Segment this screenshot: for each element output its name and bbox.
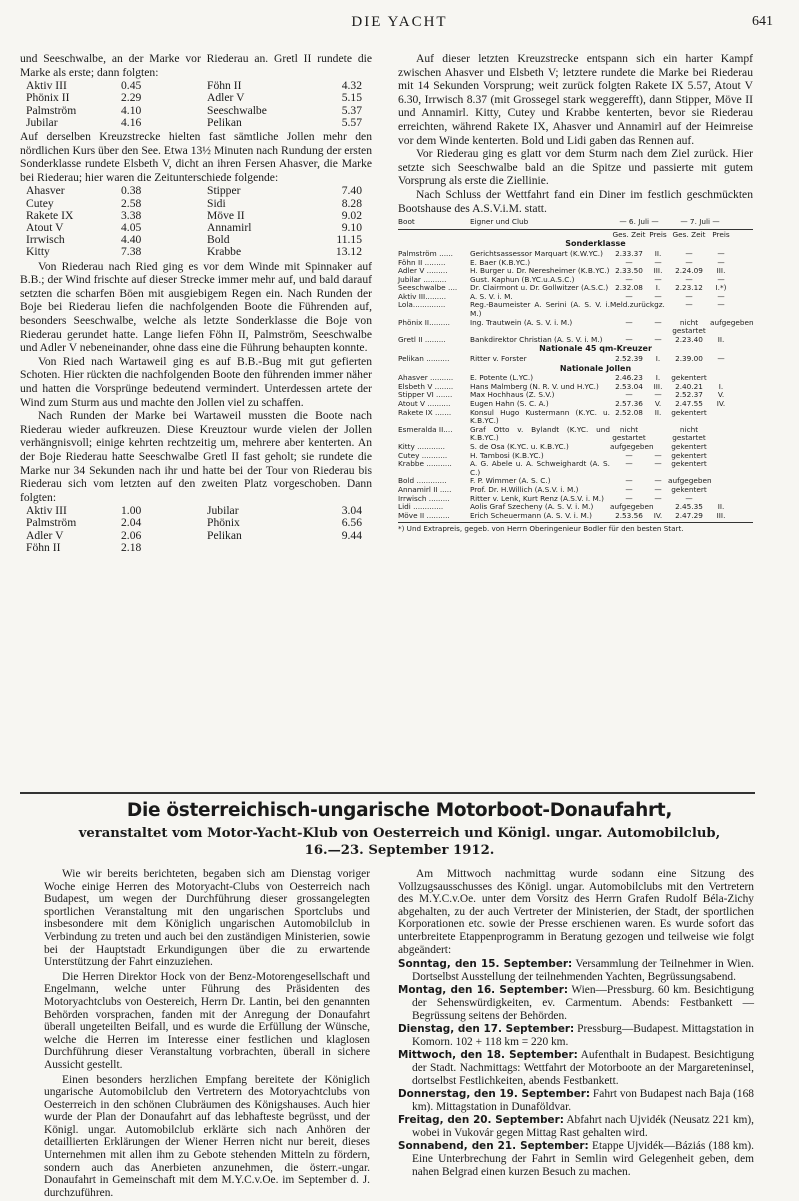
table-cell: — [654, 493, 662, 503]
table-cell: Max Hochhaus (Z. S.V.) [470, 390, 555, 400]
table-row [26, 117, 362, 129]
table-cell: 5.37 [341, 103, 362, 117]
table-cell: — [625, 484, 633, 494]
table-cell [207, 542, 302, 554]
table-cell: — [717, 291, 725, 301]
header-day2: — 7. Juli — [680, 217, 720, 227]
table-cell: Adler V [207, 91, 245, 105]
table-row [398, 284, 753, 293]
schedule-text: Etappe Ujvidék—Báziás (188 km). Eine Unterbrechung der Fahrt in Semlin wird Gelegenheit geben, dem nahen Belgrad einen kurzen Besuch zu machen. [412, 1140, 754, 1178]
table-cell: 7.40 [341, 184, 362, 198]
table-cell: — [685, 274, 693, 284]
table-cell: Rakete IX [26, 208, 74, 222]
table-cell: — [685, 291, 693, 301]
table-cell: Seeschwalbe [207, 103, 267, 117]
table-row [26, 222, 362, 234]
schedule-entry [398, 1140, 754, 1178]
table-row [26, 530, 362, 542]
page-number: 641 [752, 14, 773, 29]
schedule-entry [398, 1114, 754, 1139]
table-cell: gekentert [671, 484, 707, 494]
table-cell: Bankdirektor Christian (A. S. V. i. M.) [470, 334, 603, 344]
schedule-day: Mittwoch, den 18. September: [398, 1049, 578, 1062]
right-column [398, 52, 753, 534]
schedule-day: Sonnabend, den 21. September: [398, 1140, 589, 1153]
table-cell: Rakete IX ....... [398, 407, 452, 417]
schedule-day: Montag, den 16. September: [398, 984, 568, 997]
table-cell: aufgegeben [610, 502, 654, 512]
table-cell: 3.04 [341, 504, 362, 518]
header-owner: Eigner und Club [470, 217, 529, 227]
results-table [398, 218, 753, 534]
table-cell: III. [716, 510, 726, 520]
schedule-entry [398, 984, 754, 1022]
table-cell: Föhn II [207, 79, 242, 93]
schedule-day: Dienstag, den 17. September: [398, 1023, 575, 1036]
table-cell: Palmström ...... [398, 248, 453, 258]
table-cell: gekentert [671, 450, 707, 460]
schedule-day: Sonntag, den 15. September: [398, 958, 573, 971]
table-cell: Elsbeth V ........ [398, 381, 454, 391]
table-cell: Ing. Trautwein (A. S. V. i. M.) [470, 317, 573, 327]
paragraph: Von Riederau nach Ried ging es vor dem Winde mit Spinnaker auf B.B.; der Wind frischte auf dieser Strecke immer mehr auf, und bald darauf setzten die scharfen Böen mit ausgiebigem Regen ein. Nach Runden der Boje bei Riederau liefen die nachfolgenden Boote die Führenden auf, besonders Seeschwalbe, welche als letzte Sonderklasse die Boje von Riederau gerundet hatte. Lange liefen Föhn II, Palmström, Seeschwalbe und Adler V nebeneinander, ohne dass eine die Führung behaupten konnte. [20, 259, 372, 355]
table-cell: Atout V .......... [398, 399, 451, 408]
table-cell: Aktiv III......... [398, 291, 447, 301]
table-row [398, 267, 753, 276]
table-cell: 5.15 [341, 91, 362, 105]
table-cell: — [625, 334, 633, 344]
table-cell: Aolis Graf Szecheny (A. S. V. i. M.) [470, 502, 594, 512]
table-cell: 2.45.35 [675, 502, 703, 512]
table-cell: Phönix II......... [398, 317, 450, 327]
schedule-text: Versammlung der Teilnehmer in Wien. Dortselbst Ausstellung der teilnehmenden Yachten, Begrüssungsabend. [412, 958, 754, 983]
table-cell: — [717, 257, 725, 267]
table-cell: Adler V ......... [398, 266, 448, 276]
table-cell: — [625, 317, 633, 327]
table-cell: 5.57 [341, 115, 362, 129]
table-cell: 2.39.00 [675, 354, 703, 364]
table-cell: Phönix [207, 516, 240, 530]
table-cell [710, 452, 732, 461]
class-heading: Sonderklasse [565, 239, 626, 249]
table-cell: Cutey ........... [398, 450, 448, 460]
table-cell: A. S. V. i. M. [470, 291, 513, 301]
table-row [26, 80, 362, 92]
table-cell: Pelikan .......... [398, 354, 450, 364]
table-cell: Jubilar [207, 504, 239, 518]
schedule-day: Freitag, den 20. September: [398, 1114, 564, 1127]
table-cell: — [654, 257, 662, 267]
table-row [26, 542, 362, 554]
table-cell: 7.38 [121, 245, 142, 259]
running-header: DIE YACHT [351, 14, 448, 30]
table-cell: Atout V [26, 220, 64, 234]
table-cell: Stipper VI ....... [398, 390, 453, 400]
table-cell: nicht gestartet [612, 424, 646, 443]
table-cell: — [717, 354, 725, 364]
table-cell [710, 460, 732, 477]
table-cell: III. [653, 381, 663, 391]
table-cell: — [654, 450, 662, 460]
table-cell: Irrwisch [26, 233, 65, 247]
table-cell: — [654, 459, 662, 469]
table-cell: Palmström [26, 103, 77, 117]
paragraph: Vor Riederau ging es glatt vor dem Sturm nach dem Ziel zurück. Hier setzte sich Seeschwalbe bald an die Spitze und passierte mit gutem Vorsprung als erste die Ziellinie. [398, 147, 753, 188]
table-row [398, 336, 753, 345]
table-cell: Pelikan [207, 115, 242, 129]
table-row [26, 185, 362, 197]
table-cell: 3.38 [121, 208, 142, 222]
table-cell: Ritter v. Lenk, Kurt Renz (A.S.V. i. M.) [470, 493, 604, 503]
table-cell: Meld.zurückgz. [610, 300, 665, 310]
table-cell: Annamirl [207, 220, 252, 234]
table-cell: — [654, 476, 662, 486]
table-row [398, 355, 753, 364]
schedule-text: Pressburg—Budapest. Mittagstation in Komorn. 102 + 118 km = 220 km. [412, 1023, 754, 1048]
table-cell: Jubilar [26, 115, 58, 129]
table-cell: III. [653, 266, 663, 276]
table-cell: I. [655, 373, 661, 383]
table-cell: 2.29 [121, 91, 142, 105]
table-cell: E. Baer (K.B.YC.) [470, 257, 531, 267]
table-row [26, 505, 362, 517]
table-cell: Aktiv III [26, 79, 67, 93]
table-cell: — [717, 274, 725, 284]
table-cell: 4.32 [341, 79, 362, 93]
table-cell: Kitty [26, 245, 50, 259]
table-cell: II. [717, 502, 725, 512]
table-cell: Föhn II [26, 540, 61, 554]
table-cell: 2.33.37 [615, 248, 643, 258]
table-cell: I. [655, 354, 661, 364]
paragraph: Wie wir bereits berichteten, begaben sich am Dienstag voriger Woche einige Herren des Motoryacht-Clubs von Oesterreich nach Budapest, um wegen der Durchführung dieser grossangelegten sportlichen Veranstaltung mit den ungarischen Sportclubs und insbesondere mit dem Königlich ungarischen Automobilclub in Verbindung zu treten und auch bei den zuständigen Ministerien, sowie bei der Hauptstadt Erkundigungen über die zu erwartende Unterstützung der Fahrt einzuziehen. [44, 868, 370, 969]
article-title: Die österreichisch-ungarische Motorboot-Donaufahrt, [126, 800, 673, 821]
table-row [398, 319, 753, 336]
table-cell: Bold [207, 233, 230, 247]
table-cell: — [625, 274, 633, 284]
table-cell: — [654, 390, 662, 400]
schedule-entry [398, 958, 754, 983]
table-cell: — [625, 257, 633, 267]
table-cell: Prof. Dr. H.Willich (A.S.V. i. M.) [470, 484, 579, 494]
table-cell: Erich Scheuermann (A. S. V. i. M.) [470, 510, 592, 520]
header-boat: Boot [398, 217, 415, 227]
table-cell: gekentert [671, 373, 707, 383]
table-cell: 2.23.40 [675, 334, 703, 344]
table-cell: 2.53.04 [615, 381, 643, 391]
table-cell: V. [654, 399, 662, 408]
table-cell: — [654, 317, 662, 327]
table-cell: 2.40.21 [675, 381, 703, 391]
table-cell: Irrwisch ......... [398, 493, 450, 503]
results-header [398, 218, 753, 230]
table-cell: I. [655, 283, 661, 293]
table-cell: E. Potente (L.YC.) [470, 373, 534, 383]
table-row [398, 460, 753, 477]
table-cell: V. [717, 390, 725, 400]
left-column [20, 52, 372, 555]
table-cell: Aktiv III [26, 504, 67, 518]
table-cell: 2.47.29 [675, 510, 703, 520]
table-cell: — [654, 274, 662, 284]
table-cell: Graf Otto v. Bylandt (K.YC. und K.B.YC.) [470, 424, 610, 443]
table-cell: — [654, 334, 662, 344]
table-row [398, 409, 753, 426]
table-cell: 4.05 [121, 220, 142, 234]
table-cell: Föhn II ......... [398, 257, 446, 267]
table-cell: Cutey [26, 196, 54, 210]
table-cell: gekentert [671, 407, 707, 417]
table-cell: — [625, 493, 633, 503]
paragraph: Nach Runden der Marke bei Wartaweil mussten die Boote nach Riederau wieder aufkreuzen. Diese Kreuztour wurde vielen der Jollen verhängnisvoll; einige kehrten rechtzeitig um, mehrere aber kenterten. An der Boje Riederau hatte Seeschwalbe Gretl II fast geholt; sie rundete die Marke nur 34 Sekunden nach ihr und hatte bei der Tour von Riederau bis Riederau sich vom letzten auf den zweiten Platz vorgeschoben. Dann folgten: [20, 409, 372, 504]
table-cell: 0.38 [121, 184, 142, 198]
paragraph: Einen besonders herzlichen Empfang bereitete der Königlich ungarische Automobilclub den Vertretern des Motoryachtclubs von Oesterreich in den schönen Clubräumen des Königshauses. Auch hier wurde der Plan der Donaufahrt auf das lebhafteste begrüsst, und der Königl. ungar. Automobilclub erklärte sich nach Anhören der detaillierten Erklärungen der Wiener Herren nicht nur bereit, dieses Unternehmen mit allen ihm zu Gebote stehenden Mitteln zu fördern, sondern auch das Anerbieten anzunehmen, die österr.-ungar. Donaufahrt in Gemeinschaft mit dem M.Y.C.v.Oe. im September d. J. durchzuführen. [44, 1073, 370, 1199]
table-cell: Bold ............. [398, 476, 447, 486]
table-cell: 2.46.23 [615, 373, 643, 383]
footnote: *) Und Extrapreis, gegeb. von Herrn Oberingenieur Bodler für den besten Start. [398, 522, 753, 534]
table-cell: 2.52.39 [615, 354, 643, 364]
table-cell: Seeschwalbe .... [398, 283, 458, 293]
table-cell: gekentert [671, 441, 707, 451]
article-right-column [398, 868, 754, 1179]
table-cell: — [625, 291, 633, 301]
table-cell: Palmström [26, 516, 77, 530]
table-cell: Annamirl II ..... [398, 484, 452, 494]
table-cell: II. [654, 248, 662, 258]
table-row [26, 517, 362, 529]
table-cell: — [685, 493, 693, 503]
table-cell: 2.47.55 [675, 399, 703, 408]
schedule-entry [398, 1023, 754, 1048]
article-subtitle: veranstaltet vom Motor-Yacht-Klub von Oesterreich und Königl. ungar. Automobilclub, [78, 826, 721, 841]
schedule-text: Aufenthalt in Budapest. Besichtigung der Stadt. Nachmittags: Wettfahrt der Motorboote an der Margareteninsel, dortselbst Festlichkeiten, abends Festbankett. [412, 1049, 755, 1087]
table-cell: Ahasver [26, 184, 65, 198]
table-cell: Reg.-Baumeister A. Serini (A. S. V. i. M.) [470, 300, 610, 319]
paragraph: Auf dieser letzten Kreuzstrecke entspann sich ein harter Kampf zwischen Ahasver und Elsbeth V; letztere rundete die Marke bei Riederau mit 14 Sekunden Vorsprung; weit zurück folgten Rakete IX 5.57, Atout V 6.30, Irrwisch 8.37 (mit Grossegel stark weggerefft), dann Stipper, Möve II und Annamirl. Kitty, Cutey und Krabbe kenterten, bevor sie Riederau erreichten, während Rakete IX, Ahasver und Annamirl auf der Heimreise vor dem Winde kenterten. Bold und Lidi gaben das Rennen auf. [398, 52, 753, 147]
table-cell: Möve II .......... [398, 510, 450, 520]
table-cell: Pelikan [207, 528, 242, 542]
table-cell: Ritter v. Forster [470, 354, 527, 364]
table-cell: 4.16 [121, 115, 142, 129]
table-cell: Gerichtsassessor Marquart (K.W.YC.) [470, 248, 603, 258]
results-subheader [398, 231, 753, 240]
table-cell: I.*) [715, 283, 727, 293]
table-cell: 9.10 [341, 220, 362, 234]
table-cell [710, 477, 732, 486]
table-cell [648, 426, 668, 443]
table-cell: — [625, 476, 633, 486]
table-cell: — [685, 257, 693, 267]
table-cell: 8.28 [341, 196, 362, 210]
paragraph: Am Mittwoch nachmittag wurde sodann eine Sitzung des Vollzugsausschusses des Königl. ungar. Automobilclubs mit den Vertretern des M.Y.C.v.Oe. unter dem Vorsitz des Herrn Grafen Rudolf Béla-Zichy abgehalten, zu der auch Vertreter der Ministerien, der Stadt, der sportlichen Korporationen etc. sowie der Presse erschienen waren. Es wurde sofort das unterbreitete Etappenprogramm in Beratung gezogen und teilweise wie folgt abgeändert: [398, 868, 754, 956]
article-left-column [44, 868, 370, 1201]
table-cell: nicht gestartet [672, 424, 706, 443]
table-cell: 2.58 [121, 196, 142, 210]
schedule-entry [398, 1049, 754, 1087]
table-cell: Sidi [207, 196, 226, 210]
paragraph: Von Ried nach Wartaweil ging es auf B.B.-Bug mit gut gefierten Schoten. Hier rückten die nachfolgenden Boote den führenden immer näher und hatten die Vorsprünge bedeutend vermindert. Unterdessen artete der Wind zum Sturm aus und machte den Jollen viel zu schaffen. [20, 354, 372, 409]
table-cell: — [654, 291, 662, 301]
table-row [398, 250, 753, 259]
paragraph: Nach Schluss der Wettfahrt fand ein Diner im festlich geschmückten Bootshause des A.S.V.i.M. statt. [398, 187, 753, 215]
table-cell: — [625, 459, 633, 469]
table-cell: gekentert [671, 459, 707, 469]
split-times-table-1 [26, 80, 362, 129]
table-cell: Lola.............. [398, 300, 446, 310]
table-row [398, 426, 753, 443]
table-cell: — [717, 248, 725, 258]
table-cell: Jubilar .......... [398, 274, 447, 284]
table-cell [710, 409, 732, 426]
schedule-day: Donnerstag, den 19. September: [398, 1088, 591, 1101]
table-cell: 11.15 [336, 233, 362, 247]
split-times-table-3 [26, 505, 362, 554]
table-cell: S. de Osa (K.YC. u. K.B.YC.) [470, 441, 569, 451]
class-heading: Nationale Jollen [559, 363, 632, 373]
table-cell: 9.02 [341, 208, 362, 222]
table-cell: 4.40 [121, 233, 142, 247]
table-cell: H. Tambosi (K.B.YC.) [470, 450, 544, 460]
table-cell: Dr. Clairmont u. Dr. Gollwitzer (A.S.C.) [470, 283, 609, 293]
table-cell: — [625, 390, 633, 400]
table-cell: aufgegeben [610, 441, 654, 451]
subheader-cell: Preis [649, 229, 667, 239]
table-cell: II. [654, 407, 662, 417]
table-cell: aufgegeben [668, 476, 712, 486]
paragraph: und Seeschwalbe, an der Marke vor Riederau an. Gretl II rundete die Marke als erste; dann folgten: [20, 52, 372, 79]
table-cell: Phönix II [26, 91, 70, 105]
table-cell: III. [716, 266, 726, 276]
paragraph: Die Herren Direktor Hock von der Benz-Motorengesellschaft und Engelmann, welche unter Führung des Präsidenten des Motoryachtclubs von Oestereich, Herrn Dr. Lantin, bei den genannten Behörden vorsprachen, fanden mit der Anregung der Donaufahrt überall ungeteilten Beifall, und es wurde die Erfüllung der Wünsche, welche die Herren im Interesse einer festlichen und klaglosen Durchführung dieser Veranstaltung vorbrachten, überall in sichere Aussicht gestellt. [44, 970, 370, 1071]
table-cell: 2.06 [121, 528, 142, 542]
table-row [26, 198, 362, 210]
subheader-cell: Preis [712, 229, 730, 239]
table-cell: 2.52.08 [615, 407, 643, 417]
schedule-text: Abfahrt nach Ujvidék (Neusatz 221 km), wobei in Vukovár gegen Mittag Rast gehalten wird. [412, 1114, 755, 1139]
table-cell [710, 486, 732, 495]
table-cell: 6.56 [341, 516, 362, 530]
table-cell: 2.24.09 [675, 266, 703, 276]
table-cell: 4.10 [121, 103, 142, 117]
table-cell: Krabbe ........... [398, 459, 452, 469]
table-cell: F. P. Wimmer (A. S. C.) [470, 476, 551, 486]
table-cell: Hans Malmberg (N. R. V. und H.YC.) [470, 381, 599, 391]
table-cell: 2.32.08 [615, 283, 643, 293]
section-divider [20, 792, 755, 794]
table-cell: Ahasver .......... [398, 373, 454, 383]
table-row [26, 105, 362, 117]
table-cell: A. G. Abele u. A. Schweighardt (A. S. C.) [470, 459, 610, 477]
table-row [26, 92, 362, 104]
table-cell: IV. [716, 399, 726, 408]
class-heading: Nationale 45 qm-Kreuzer [539, 344, 652, 354]
table-cell: Krabbe [207, 245, 242, 259]
table-cell: Eugen Hahn (S. C. A.) [470, 399, 549, 408]
table-cell: Esmeralda II.... [398, 424, 453, 434]
table-cell: 2.52.37 [675, 390, 703, 400]
table-cell: 2.57.36 [615, 399, 643, 408]
table-cell: — [685, 248, 693, 258]
subheader-cell: Ges. Zeit [672, 229, 706, 239]
table-cell [710, 443, 732, 452]
table-row [26, 210, 362, 222]
table-cell: — [717, 300, 725, 310]
split-times-table-2 [26, 185, 362, 258]
spacer [398, 231, 470, 240]
table-cell [648, 301, 668, 318]
table-cell: 0.45 [121, 79, 142, 93]
table-cell: Adler V [26, 528, 64, 542]
subheader-cell: Ges. Zeit [612, 229, 646, 239]
table-cell: 2.04 [121, 516, 142, 530]
table-cell: 2.23.12 [675, 283, 703, 293]
table-cell: Kitty ............ [398, 441, 446, 451]
table-cell: I. [718, 381, 724, 391]
schedule-entry [398, 1088, 754, 1113]
table-cell: — [625, 450, 633, 460]
table-cell: Stipper [207, 184, 241, 198]
header-day1: — 6. Juli — [619, 217, 659, 227]
table-cell: 9.44 [341, 528, 362, 542]
table-cell [302, 542, 362, 554]
paragraph: Auf derselben Kreuzstrecke hielten fast sämtliche Jollen mehr den nördlichen Kurs über den See. Etwa 13½ Minuten nach Rundung der ersten Sonderklasse rundete Elsbeth V, dicht an ihren Fersen Ahasver, die Marke bei Riederau; hier waren die Zeitunterschiede folgende: [20, 130, 372, 184]
table-row [26, 234, 362, 246]
spacer [470, 231, 610, 240]
schedule-text: Wien—Pressburg. 60 km. Besichtigung der Sehenswürdigkeiten, ev. Carmentum. Abends: Festbankett — Begrüssung seitens der Behörden. [412, 984, 754, 1022]
table-cell: Möve II [207, 208, 245, 222]
table-cell: 2.53.56 [615, 510, 643, 520]
schedule-text: Fahrt von Budapest nach Baja (168 km). Mittagstation in Dunaföldvar. [412, 1088, 755, 1113]
table-cell: — [654, 484, 662, 494]
table-cell: Gust. Kaphun (B.YC.u.A.S.C.) [470, 274, 575, 284]
table-cell: II. [717, 334, 725, 344]
table-cell: aufgegeben [710, 317, 754, 327]
table-cell [710, 426, 732, 443]
table-cell: H. Burger u. Dr. Neresheimer (K.B.YC.) [470, 266, 610, 276]
table-cell: 2.33.50 [615, 266, 643, 276]
table-cell: Gretl II ......... [398, 334, 446, 344]
table-cell: IV. [653, 510, 663, 520]
table-row [26, 246, 362, 258]
table-cell: — [685, 300, 693, 310]
schedule-list [398, 958, 754, 1178]
table-cell: Konsul Hugo Kustermann (K.YC. u. K.B.YC.) [470, 407, 610, 426]
article-dates: 16.—23. September 1912. [304, 843, 495, 858]
table-cell: 1.00 [121, 504, 142, 518]
table-cell: 2.18 [121, 540, 142, 554]
table-cell: nicht gestartet [672, 317, 706, 336]
table-cell: 13.12 [335, 245, 362, 259]
table-cell: Lidi ............. [398, 502, 444, 512]
table-row [398, 512, 753, 521]
table-row [398, 301, 753, 318]
